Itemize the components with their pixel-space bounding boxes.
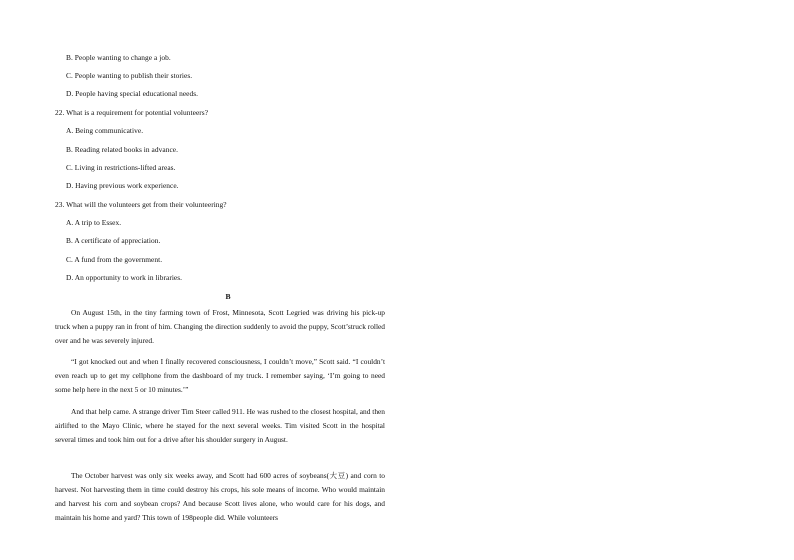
- q21-option-d: D. People having special educational needs.: [66, 89, 199, 98]
- q23-option-d: D. An opportunity to work in libraries.: [66, 273, 183, 282]
- passage-paragraph-4: The October harvest was only six weeks away, and Scott had 600 acres of soybeans(大豆) and corn to harvest. Not harvesting them in time could destroy his crops, his sole means of income. Who would maintain and harvest his corn and soybean crops? And because Scott lives alone, who would care for his dogs, and maintain his home and yard? This town of 198people did. While volunteers: [55, 471, 385, 522]
- q23-option-a: A. A trip to Essex.: [66, 218, 122, 227]
- q21-option-b: B. People wanting to change a job.: [66, 53, 171, 62]
- q23-stem: 23. What will the volunteers get from their volunteering?: [55, 200, 227, 209]
- passage-paragraph-2: “I got knocked out and when I finally recovered consciousness, I couldn’t move,” Scott said. “I couldn’t even reach up to get my cellphone from the dashboard of my truck. I remember saying, ‘I’m going to need some help here in the next 5 or 10 minutes.’”: [55, 357, 385, 394]
- q21-option-c: C. People wanting to publish their stories.: [66, 71, 193, 80]
- q22-option-d: D. Having previous work experience.: [66, 181, 179, 190]
- passage-paragraph-3: And that help came. A strange driver Tim Steer called 911. He was rushed to the closest hospital, and then airlifted to the Mayo Clinic, where he stayed for the next several weeks. Tim visited Scott in the hospital several times and took him out for a drive after his shoulder surgery in August.: [55, 407, 385, 444]
- passage-paragraph-1: On August 15th, in the tiny farming town of Frost, Minnesota, Scott Legried was driving his pick-up truck when a puppy ran in front of him. Changing the direction suddenly to avoid the puppy, Scott’struck rolled over and he was severely injured.: [55, 308, 385, 345]
- q22-option-a: A. Being communicative.: [66, 126, 144, 135]
- q23-option-b: B. A certificate of appreciation.: [66, 236, 161, 245]
- q22-option-c: C. Living in restrictions-lifted areas.: [66, 163, 176, 172]
- q22-option-b: B. Reading related books in advance.: [66, 145, 179, 154]
- section-heading: B: [225, 292, 231, 301]
- q23-option-c: C. A fund from the government.: [66, 255, 163, 264]
- q22-stem: 22. What is a requirement for potential volunteers?: [55, 108, 209, 117]
